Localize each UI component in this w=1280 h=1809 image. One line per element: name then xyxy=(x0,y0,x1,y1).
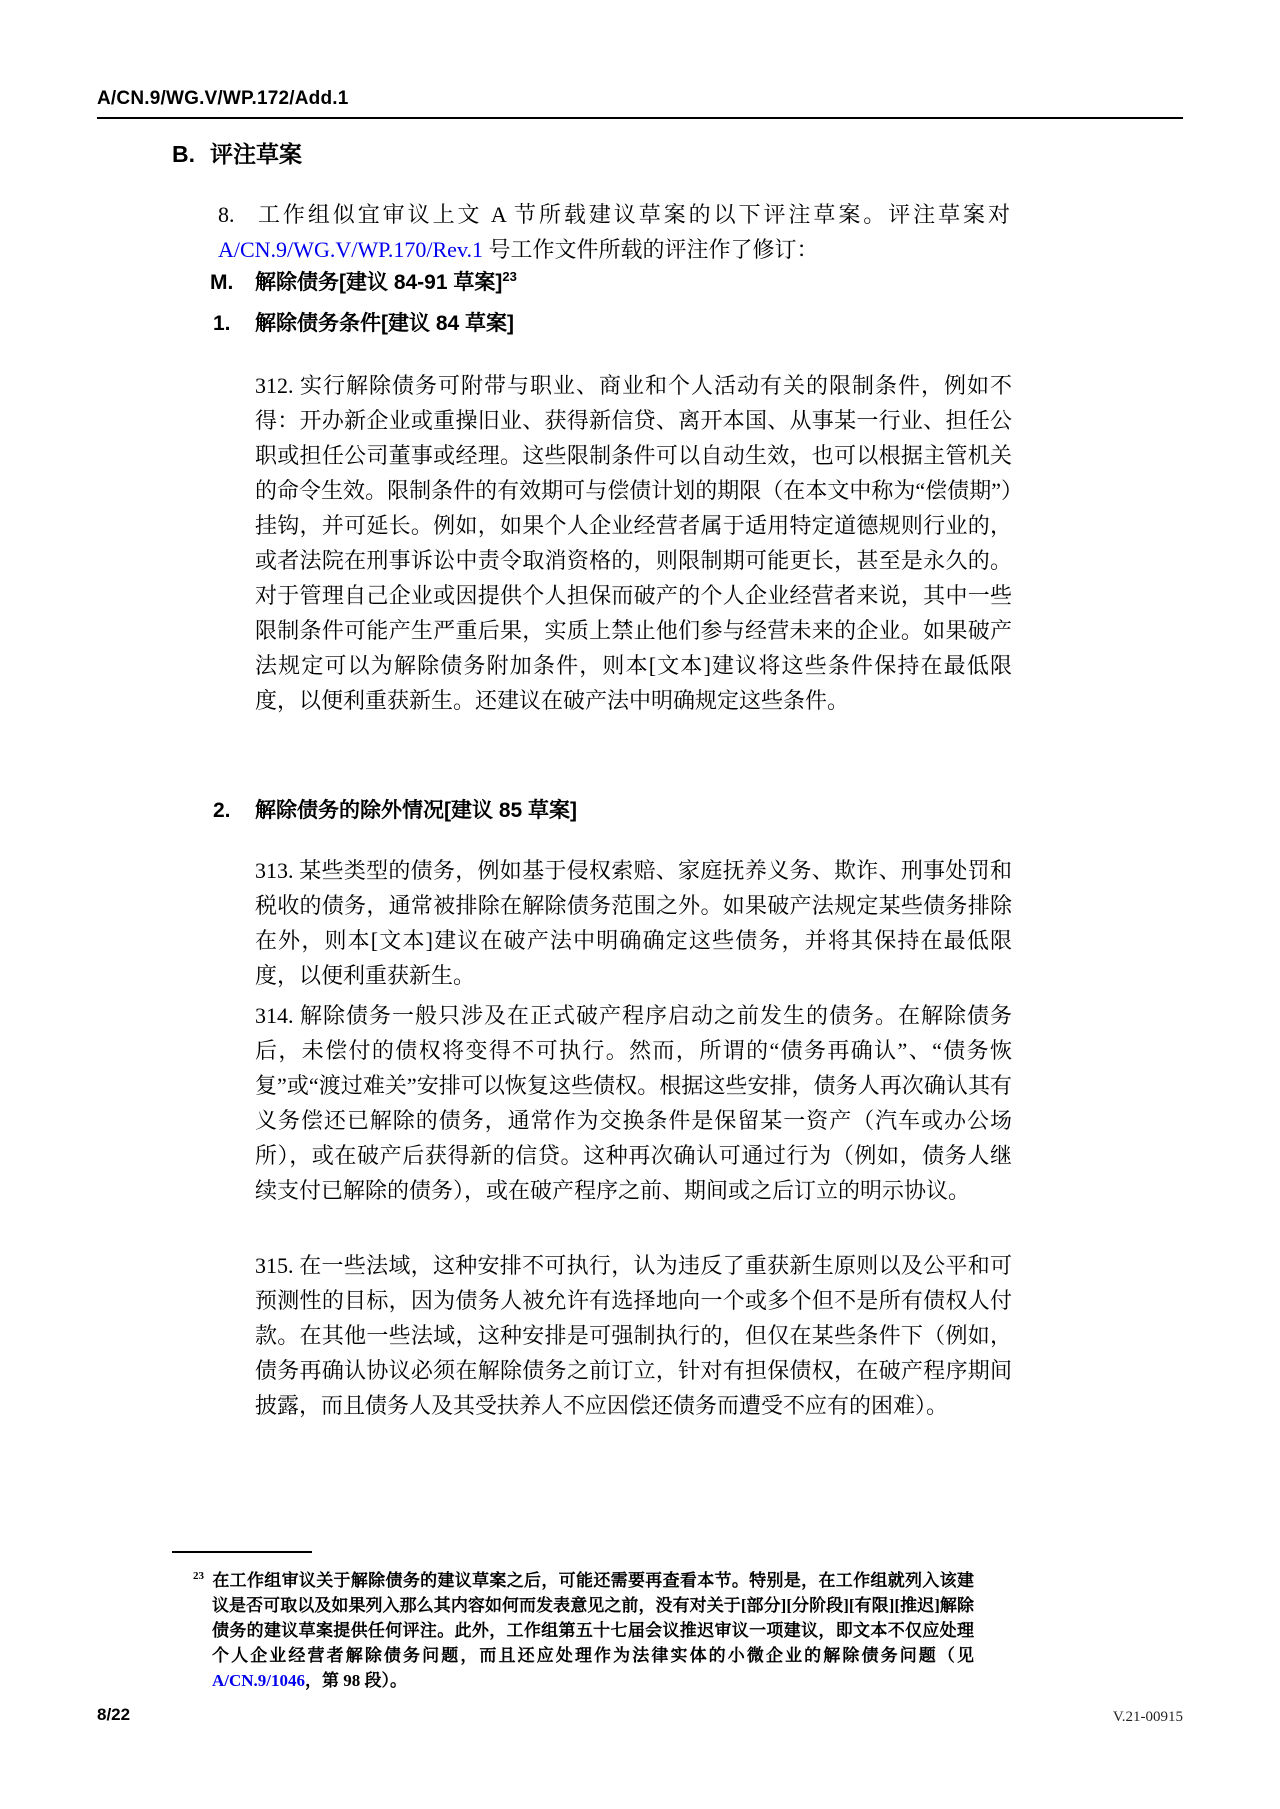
link-acn9-1046[interactable]: A/CN.9/1046 xyxy=(212,1671,306,1690)
footnote-23-text-after-link: ，第 98 段）。 xyxy=(305,1671,408,1690)
footnote-23-text-before-link: 在工作组审议关于解除债务的建议草案之后，可能还需要再查看本节。特别是，在工作组就列入该建议是否可取以及如果列入那么其内容如何而发表意见之前，没有对关于[部分][分阶段][有限][推迟]解除债务的建议草案提供任何评注。此外，工作组第五十七届会议推迟审议一项建议，即文本不仅应处理个人企业经营者解除债务问题，而且还应处理作为法律实体的小微企业的解除债务问题（见 xyxy=(212,1571,974,1665)
paragraph-8 xyxy=(218,197,1010,267)
page-number: 8/22 xyxy=(97,1705,131,1724)
heading-2 xyxy=(213,797,577,825)
section-b-number: B. xyxy=(172,141,195,167)
footnote-reference-23: 23 xyxy=(502,269,517,284)
paragraph-315 xyxy=(255,1248,1012,1423)
job-number: V.21-00915 xyxy=(1112,1709,1183,1725)
heading-1-title: 解除债务条件[建议 84 草案] xyxy=(255,312,515,335)
paragraph-313-number: 313. xyxy=(255,858,294,883)
paragraph-313 xyxy=(255,853,1012,993)
paragraph-312-text: 实行解除债务可附带与职业、商业和个人活动有关的限制条件，例如不得：开办新企业或重操旧业、获得新信贷、离开本国、从事某一行业、担任公职或担任公司董事或经理。这些限制条件可以自动生效，也可以根据主管机关的命令生效。限制条件的有效期可与偿债计划的期限（在本文中称为“偿债期”）挂钩，并可延长。例如，如果个人企业经营者属于适用特定道德规则行业的，或者法院在刑事诉讼中责令取消资格的，则限制期可能更长，甚至是永久的。对于管理自己企业或因提供个人担保而破产的个人企业经营者来说，其中一些限制条件可能产生严重后果，实质上禁止他们参与经营未来的企业。如果破产法规定可以为解除债务附加条件，则本[文本]建议将这些条件保持在最低限度，以便利重获新生。还建议在破产法中明确规定这些条件。 xyxy=(255,373,1012,713)
paragraph-315-number: 315. xyxy=(255,1253,294,1278)
heading-2-title: 解除债务的除外情况[建议 85 草案] xyxy=(255,799,578,822)
paragraph-314-number: 314. xyxy=(255,1003,294,1028)
paragraph-315-text: 在一些法域，这种安排不可执行，认为违反了重获新生原则以及公平和可预测性的目标，因为债务人被允许有选择地向一个或多个但不是所有债权人付款。在其他一些法域，这种安排是可强制执行的，但仅在某些条件下（例如，债务再确认协议必须在解除债务之前订立，针对有担保债权，在破产程序期间披露，而且债务人及其受扶养人不应因偿还债务而遭受不应有的困难）。 xyxy=(255,1253,1012,1418)
paragraph-313-text: 某些类型的债务，例如基于侵权索赔、家庭抚养义务、欺诈、刑事处罚和税收的债务，通常被排除在解除债务范围之外。如果破产法规定某些债务排除在外，则本[文本]建议在破产法中明确确定这些债务，并将其保持在最低限度，以便利重获新生。 xyxy=(255,858,1012,988)
heading-1-number: 1. xyxy=(213,312,231,335)
footnote-23: $^{23}$ 在工作组审议关于解除债务的建议草案之后，可能还需要再查看本节。特别是，在工作组就列入该建议是否可取以及如果列入那么其内容如何而发表意见之前，没有对关于[部分][分阶段][有限][推迟]解除债务的建议草案提供任何评注。此外，工作组第五十七届会议推迟审议一项建议，即文本不仅应处理个人企业经营者解除债务问题，而且还应处理作为法律实体的小微企业的解除债务问题（见 A/CN.9/1046，第 98 段）。 xyxy=(193,1570,974,1690)
paragraph-8-text-before-link: 工作组似宜审议上文 A 节所载建议草案的以下评注草案。评注草案对 xyxy=(255,202,1010,227)
paragraph-312 xyxy=(255,368,1012,718)
header-rule xyxy=(97,117,1183,119)
paragraph-8-number: 8. xyxy=(218,202,235,227)
section-b-heading xyxy=(172,136,302,169)
section-b-title: 评注草案 xyxy=(210,141,302,167)
heading-m-title: 解除债务[建议 84-91 草案] xyxy=(255,271,503,294)
footnote-separator xyxy=(172,1551,312,1553)
paragraph-314-text: 解除债务一般只涉及在正式破产程序启动之前发生的债务。在解除债务后，未偿付的债权将变得不可执行。然而，所谓的“债务再确认”、“债务恢复”或“渡过难关”安排可以恢复这些债权。根据这些安排，债务人再次确认其有义务偿还已解除的债务，通常作为交换条件是保留某一资产（汽车或办公场所），或在破产后获得新的信贷。这种再次确认可通过行为（例如，债务人继续支付已解除的债务），或在破产程序之前、期间或之后订立的明示协议。 xyxy=(255,1003,1012,1203)
heading-m xyxy=(210,269,517,297)
paragraph-312-number: 312. xyxy=(255,373,294,398)
document-symbol: A/CN.9/WG.V/WP.172/Add.1 xyxy=(97,88,349,109)
heading-2-number: 2. xyxy=(213,799,231,822)
heading-1 xyxy=(213,310,514,338)
paragraph-8-text-after-link: 号工作文件所载的评注作了修订： xyxy=(483,237,819,262)
link-wp170-rev1[interactable]: A/CN.9/WG.V/WP.170/Rev.1 xyxy=(218,237,484,262)
paragraph-314 xyxy=(255,998,1012,1208)
heading-m-number: M. xyxy=(210,271,234,294)
